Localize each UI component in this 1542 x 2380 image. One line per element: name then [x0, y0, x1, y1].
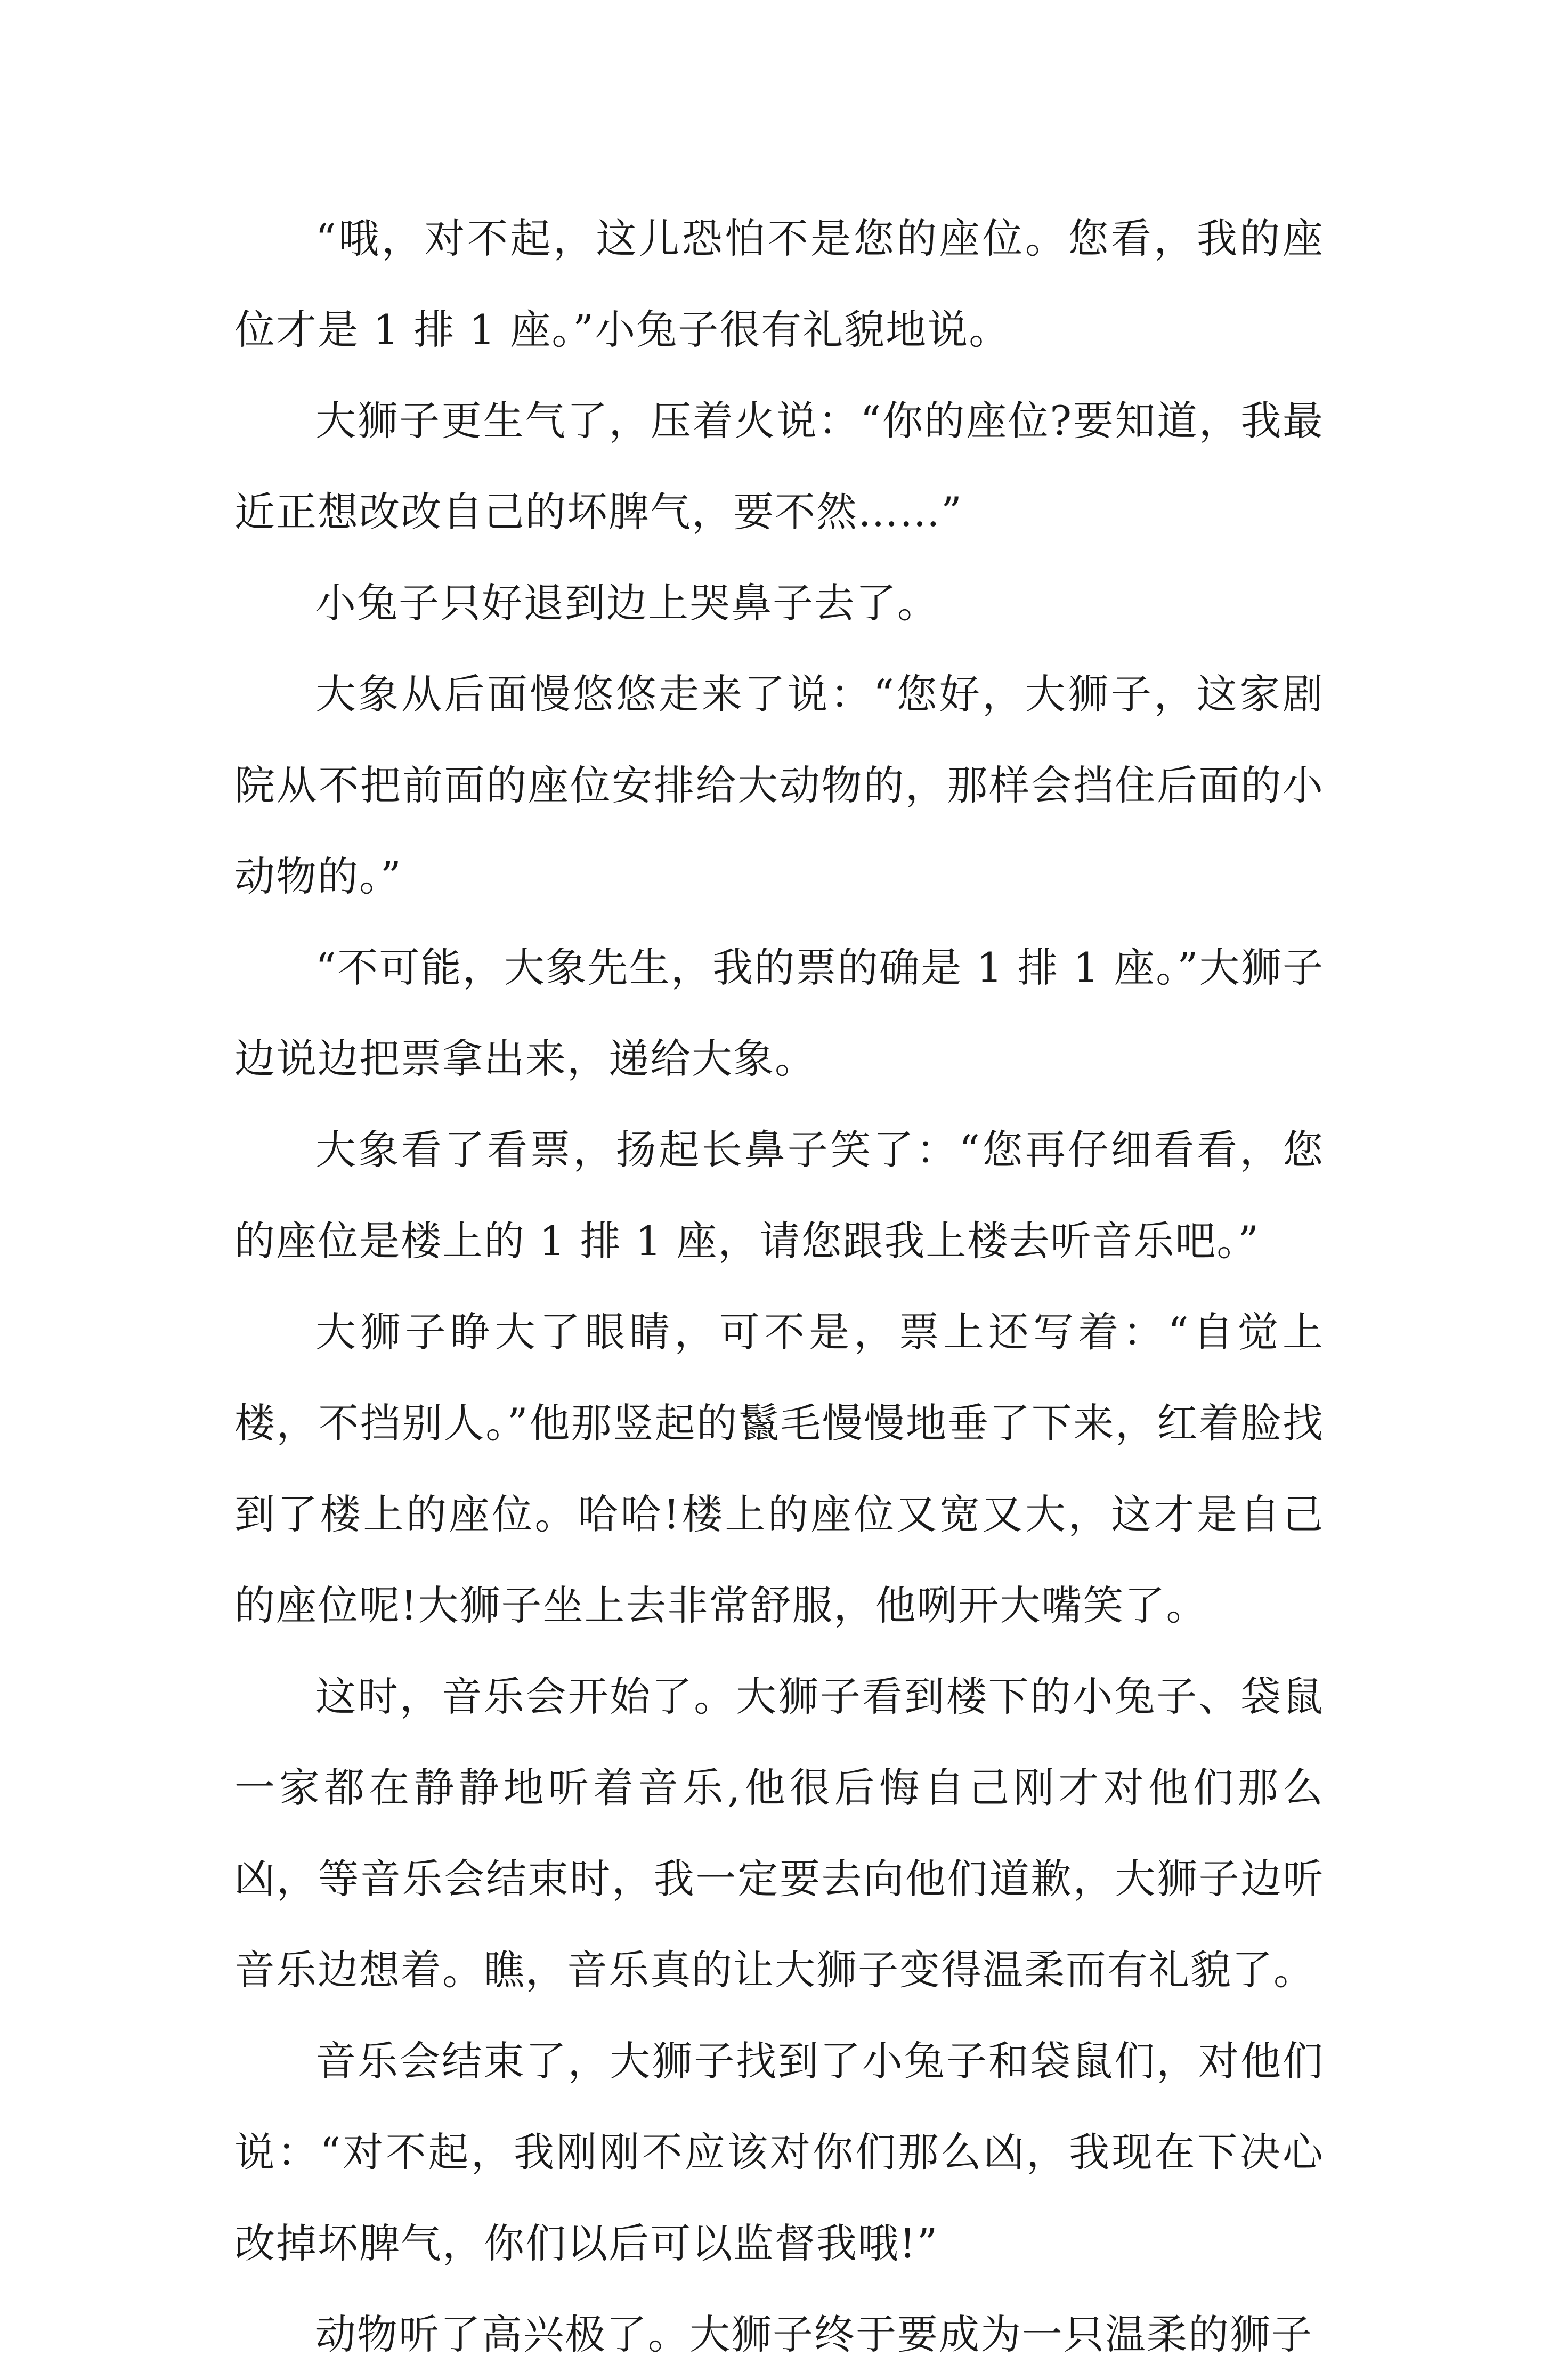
story-text [234, 193, 1324, 2380]
paragraph-10: 动物听了高兴极了。大狮子终于要成为一只温柔的狮子 [315, 2311, 1313, 2358]
paragraph-9: 音乐会结束了，大狮子找到了小兔子和袋鼠们，对他们说：“对不起，我刚刚不应该对你们那么凶，我现在下决心改掉坏脾气，你们以后可以监督我哦!” [234, 2037, 1324, 2267]
paragraph-3: 小兔子只好退到边上哭鼻子去了。 [315, 579, 939, 627]
paragraph-7: 大狮子睁大了眼睛，可不是，票上还写着：“自觉上楼，不挡别人。”他那竖起的鬣毛慢慢地垂了下来，红着脸找到了楼上的座位。哈哈!楼上的座位又宽又大，这才是自己的座位呢!大狮子坐上去非常舒服，他咧开大嘴笑了。 [234, 1308, 1324, 1629]
paragraph-1: “哦，对不起，这儿恐怕不是您的座位。您看，我的座位才是 1 排 1 座。”小兔子很有礼貌地说。 [234, 215, 1324, 353]
paragraph-5: “不可能，大象先生，我的票的确是 1 排 1 座。”大狮子边说边把票拿出来，递给大象。 [234, 944, 1324, 1082]
paragraph-8: 这时，音乐会开始了。大狮子看到楼下的小兔子、袋鼠一家都在静静地听着音乐,他很后悔自己刚才对他们那么凶，等音乐会结束时，我一定要去向他们道歉，大狮子边听音乐边想着。瞧，音乐真的让大狮子变得温柔而有礼貌了。 [234, 1673, 1324, 1994]
paragraph-4: 大象从后面慢悠悠走来了说：“您好，大狮子，这家剧院从不把前面的座位安排给大动物的，那样会挡住后面的小动物的。” [234, 670, 1324, 900]
paragraph-6: 大象看了看票，扬起长鼻子笑了：“您再仔细看看，您的座位是楼上的 1 排 1 座，请您跟我上楼去听音乐吧。” [234, 1126, 1324, 1265]
paragraph-2: 大狮子更生气了，压着火说：“你的座位?要知道，我最近正想改改自己的坏脾气，要不然……” [234, 397, 1324, 536]
